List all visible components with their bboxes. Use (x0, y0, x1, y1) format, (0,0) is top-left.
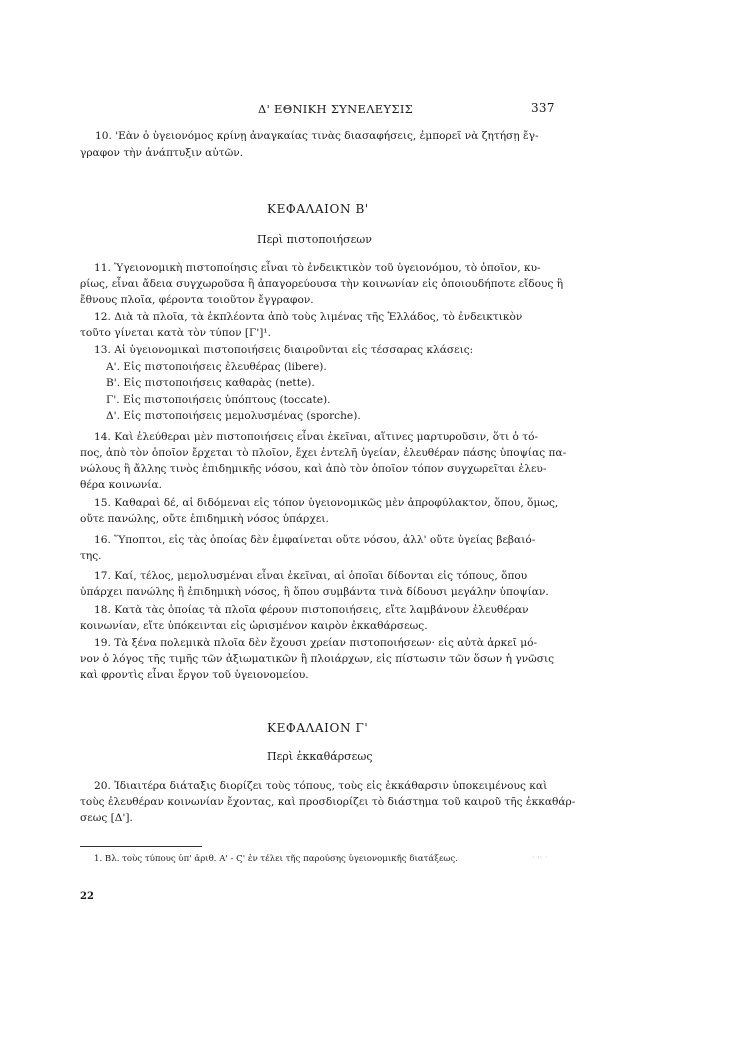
chapter-b-line-22: κοινωνίαν, εἴτε ὑπόκεινται εἰς ὡρισμένον καιρὸν ἐκκαθάρσεως. (80, 620, 428, 632)
chapter-b-line-25: καὶ φροντὶς εἶναι ἔργον τοῦ ὑγειονομείου. (80, 669, 309, 681)
chapter-b-heading: ΚΕΦΑΛΑΙΟΝ Β' (267, 202, 369, 216)
chapter-b-line-17: 16. Ὕποπτοι, εἰς τὰς ὁποίας δὲν ἐμφαίνεται οὔτε νόσου, ἀλλ' οὔτε ὑγείας βεβαιό- (94, 534, 536, 546)
chapter-c-subtitle: Περὶ ἐκκαθάρσεως (267, 750, 373, 763)
chapter-b-line-12: πος, ἀπὸ τὸν ὁποῖον ἔρχεται τὸ πλοῖον, ἔχει ἐντελῆ ὑγείαν, ἐλευθέραν πάσης ὑποψίας πα- (80, 447, 567, 459)
chapter-b-line-24: νον ὁ λόγος τῆς τιμῆς τῶν ἀξιωματικῶν ἢ πλοιάρχων, εἰς πίστωσιν τῶν ὅσων ἡ γνῶσις (80, 653, 555, 665)
chapter-b-line-13: νώλους ἢ ἄλλης τινὸς ἐπιδημικῆς νόσου, καὶ ἀπὸ τὸν ὁποῖον τόπον συγχωρεῖται ἐλευ- (80, 463, 547, 475)
chapter-b-line-10: Δ'. Εἰς πιστοποιήσεις μεμολυσμένας (sporche). (106, 410, 361, 422)
chapter-b-line-3: ἔθνους πλοῖα, φέροντα τοιοῦτον ἔγγραφον. (80, 294, 314, 306)
chapter-b-line-8: Β'. Εἰς πιστοποιήσεις καθαρὰς (nette). (106, 377, 315, 389)
chapter-b-line-21: 18. Κατὰ τὰς ὁποίας τὰ πλοῖα φέρουν πιστοποιήσεις, εἴτε λαμβάνουν ἐλευθέραν (94, 604, 529, 616)
chapter-b-line-19: 17. Καί, τέλος, μεμολυσμέναι εἶναι ἐκεῖναι, αἱ ὁποῖαι δίδονται εἰς τόπους, ὅπου (94, 570, 528, 582)
chapter-b-line-14: θέρα κοινωνία. (80, 479, 162, 491)
chapter-b-line-11: 14. Καὶ ἐλεύθεραι μὲν πιστοποιήσεις εἶναι ἐκεῖναι, αἵτινες μαρτυροῦσιν, ὅτι ὁ τό- (94, 431, 539, 443)
chapter-b-line-18: της. (80, 550, 102, 562)
chapter-b-line-2: ρίως, εἶναι ἄδεια συγχωροῦσα ἢ ἀπαγορεύουσα τὴν κοινωνίαν εἰς ὁποιουδήποτε εἴδους ἢ (80, 278, 564, 290)
chapter-c-heading: ΚΕΦΑΛΑΙΟΝ Γ' (267, 721, 369, 735)
signature-mark: 22 (80, 891, 94, 902)
chapter-b-line-7: Α'. Εἰς πιστοποιήσεις ἐλευθέρας (libere). (106, 361, 327, 373)
chapter-b-line-5: τοῦτο γίνεται κατὰ τὸν τύπον [Γ']¹. (80, 327, 272, 339)
chapter-b-line-1: 11. Ὑγειονομικὴ πιστοποίησις εἶναι τὸ ἐνδεικτικὸν τοῦ ὑγειονόμου, τὸ ὁποῖον, κυ- (94, 262, 541, 274)
chapter-c-line-1: 20. Ἰδιαιτέρα διάταξις διορίζει τοὺς τόπους, τοὺς εἰς ἐκκάθαρσιν ὑποκειμένους καὶ (94, 780, 548, 792)
chapter-b-line-6: 13. Αἱ ὑγειονομικαὶ πιστοποιήσεις διαιροῦνται εἰς τέσσαρας κλάσεις: (94, 344, 474, 356)
chapter-c-line-3: σεως [Δ']. (80, 812, 133, 824)
chapter-b-line-15: 15. Καθαραὶ δέ, αἱ διδόμεναι εἰς τόπον ὑγειονομικῶς μὲν ἀπροφύλακτον, ὅπου, ὅμως, (94, 497, 559, 509)
chapter-b-line-20: ὑπάρχει πανώλης ἢ ἐπιδημικὴ νόσος, ἢ ὅπου συμβάντα τινὰ δίδουσι μεγάλην ὑποψίαν. (80, 586, 549, 598)
paragraph-10-line-1: 10. 'Εὰν ὁ ὑγειονόμος κρίνῃ ἀναγκαίας τινὰς διασαφήσεις, ἐμπορεῖ νὰ ζητήσῃ ἔγ- (95, 130, 539, 142)
chapter-b-line-4: 12. Διὰ τὰ πλοῖα, τὰ ἐκπλέοντα ἀπὸ τοὺς λιμένας τῆς Ἑλλάδος, τὸ ἐνδεικτικὸν (94, 311, 523, 323)
running-head-title: Δ' ΕΘΝΙΚΗ ΣΥΝΕΛΕΥΣΙΣ (258, 102, 414, 116)
paragraph-10-line-2: γραφον τὴν ἀνάπτυξιν αὐτῶν. (80, 147, 244, 159)
chapter-b-subtitle: Περὶ πιστοποιήσεων (257, 233, 372, 246)
footnote-rule (80, 846, 202, 847)
footnote-text: 1. Βλ. τοὺς τύπους ὑπ' ἀριθ. Α' - Ϛ' ἐν τέλει τῆς παρούσης ὑγειονομικῆς διατάξεως. (94, 854, 458, 864)
page-number: 337 (531, 101, 555, 115)
chapter-b-line-23: 19. Τὰ ξένα πολεμικὰ πλοῖα δὲν ἔχουσι χρείαν πιστοποιήσεων· εἰς αὐτὰ ἀρκεῖ μό- (94, 637, 538, 649)
chapter-c-line-2: τοὺς ἐλευθέραν κοινωνίαν ἔχοντας, καὶ προσδιορίζει τὸ διάστημα τοῦ καιροῦ τῆς ἐκκαθάρ- (80, 796, 576, 808)
scan-smudge: · ·· · (532, 853, 548, 862)
chapter-b-line-9: Γ'. Εἰς πιστοποιήσεις ὑπόπτους (toccate). (106, 394, 331, 406)
chapter-b-line-16: οὔτε πανώλης, οὔτε ἐπιδημικὴ νόσος ὑπάρχει. (80, 513, 329, 525)
